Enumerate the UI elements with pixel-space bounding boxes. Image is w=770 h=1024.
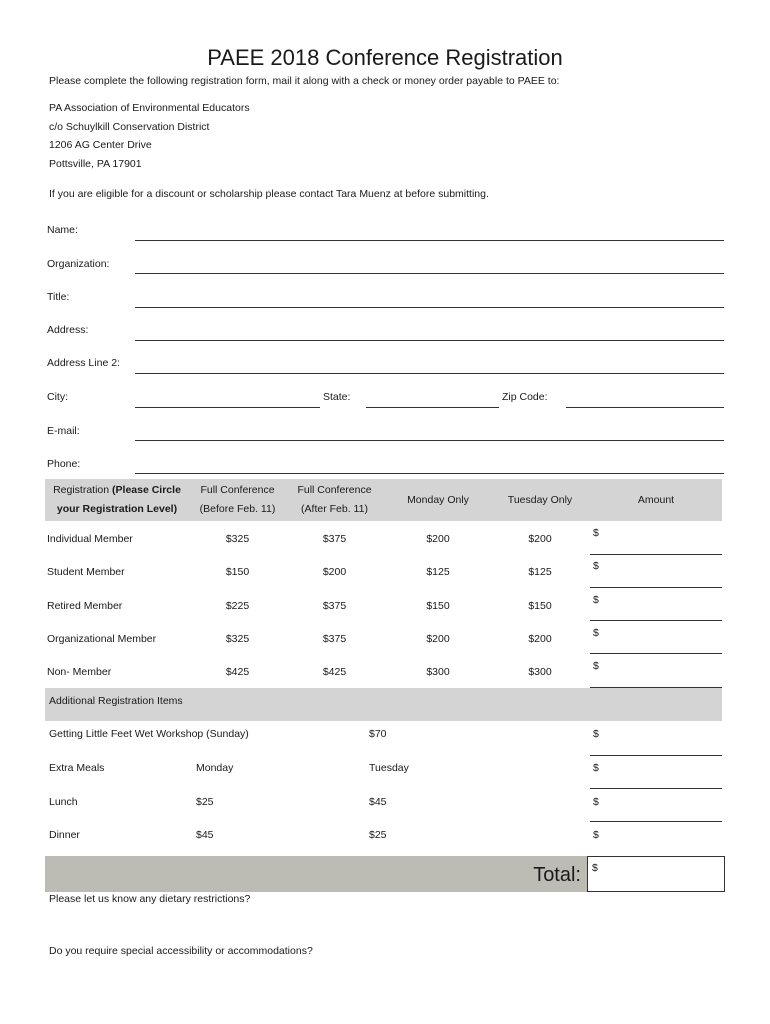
reg-row-amount-dollar: $ — [593, 627, 599, 639]
name-field[interactable] — [135, 240, 724, 241]
reg-row-amount-field[interactable] — [590, 522, 722, 555]
phone-label: Phone: — [47, 458, 81, 470]
address-line-1: PA Association of Environmental Educators — [49, 102, 250, 114]
workshop-amount-field[interactable] — [590, 722, 722, 756]
reg-row-early[interactable]: $425 — [225, 666, 250, 678]
meals-amount-dollar: $ — [593, 762, 599, 774]
registration-header-prefix: Registration — [53, 484, 113, 496]
reg-row-tuesday[interactable]: $200 — [528, 533, 552, 545]
page-title: PAEE 2018 Conference Registration — [207, 45, 563, 70]
reg-row-amount-field[interactable] — [590, 555, 722, 588]
reg-row-label: Individual Member — [47, 533, 133, 545]
workshop-price: $70 — [369, 728, 387, 740]
reg-row-early[interactable]: $150 — [225, 566, 250, 578]
reg-row-monday[interactable]: $200 — [426, 533, 450, 545]
address-line-3: 1206 AG Center Drive — [49, 139, 152, 151]
email-label: E-mail: — [47, 425, 80, 437]
full-early-header-2: (Before Feb. 11) — [199, 503, 276, 515]
dinner-label: Dinner — [49, 829, 80, 841]
reg-row-monday[interactable]: $125 — [426, 566, 450, 578]
reg-row-amount-dollar: $ — [593, 594, 599, 606]
reg-row-label: Retired Member — [47, 600, 123, 612]
zip-field[interactable] — [566, 407, 724, 408]
full-late-header-1: Full Conference — [297, 484, 372, 496]
amount-header: Amount — [637, 494, 675, 506]
tuesday-header: Tuesday Only — [507, 494, 573, 506]
lunch-monday-price[interactable]: $25 — [196, 796, 214, 808]
address2-label: Address Line 2: — [47, 357, 120, 369]
full-early-header-1: Full Conference — [200, 484, 275, 496]
lunch-label: Lunch — [49, 796, 78, 808]
dietary-question: Please let us know any dietary restrictions? — [49, 893, 251, 905]
address-line-2: c/o Schuylkill Conservation District — [49, 121, 210, 133]
reg-row-label: Student Member — [47, 566, 125, 578]
meals-tuesday-header: Tuesday — [369, 762, 409, 774]
meals-label: Extra Meals — [49, 762, 105, 774]
reg-row-amount-dollar: $ — [593, 560, 599, 572]
lunch-amount-field[interactable] — [590, 789, 722, 822]
reg-row-early[interactable]: $325 — [225, 533, 250, 545]
additional-items-header: Additional Registration Items — [49, 695, 183, 707]
state-label: State: — [323, 391, 351, 403]
reg-row-late[interactable]: $425 — [322, 666, 347, 678]
total-amount-field[interactable] — [587, 856, 725, 892]
address2-field[interactable] — [135, 373, 724, 374]
reg-row-late[interactable]: $200 — [322, 566, 347, 578]
reg-row-amount-dollar: $ — [593, 660, 599, 672]
total-band — [45, 856, 587, 892]
full-late-header-2: (After Feb. 11) — [301, 503, 368, 515]
city-label: City: — [47, 391, 68, 403]
title-field[interactable] — [135, 307, 724, 308]
registration-header-bold2: your Registration Level) — [56, 503, 178, 515]
reg-row-late[interactable]: $375 — [322, 533, 347, 545]
total-label: Total: — [533, 864, 581, 886]
reg-row-late[interactable]: $375 — [322, 600, 347, 612]
discount-note: If you are eligible for a discount or scholarship please contact Tara Muenz at before submitting. — [49, 188, 489, 200]
state-field[interactable] — [366, 407, 499, 408]
name-label: Name: — [47, 224, 78, 236]
registration-header-bold1: (Please Circle — [112, 484, 181, 496]
accessibility-question: Do you require special accessibility or accommodations? — [49, 945, 313, 957]
monday-header: Monday Only — [407, 494, 469, 506]
address-label: Address: — [47, 324, 89, 336]
reg-row-amount-dollar: $ — [593, 527, 599, 539]
reg-row-late[interactable]: $375 — [322, 633, 347, 645]
reg-row-label: Non- Member — [47, 666, 112, 678]
reg-row-tuesday[interactable]: $150 — [528, 600, 552, 612]
reg-row-monday[interactable]: $200 — [426, 633, 450, 645]
email-field[interactable] — [135, 440, 724, 441]
reg-row-tuesday[interactable]: $200 — [528, 633, 552, 645]
reg-row-amount-field[interactable] — [590, 654, 722, 688]
reg-row-monday[interactable]: $300 — [426, 666, 450, 678]
reg-row-monday[interactable]: $150 — [426, 600, 450, 612]
total-amount-dollar: $ — [592, 862, 598, 874]
reg-row-amount-field[interactable] — [590, 621, 722, 654]
intro-text: Please complete the following registration form, mail it along with a check or money order payable to PAEE to: — [49, 75, 560, 87]
dinner-amount-dollar: $ — [593, 829, 599, 841]
workshop-label: Getting Little Feet Wet Workshop (Sunday) — [49, 728, 249, 740]
reg-row-early[interactable]: $325 — [225, 633, 250, 645]
meals-monday-header: Monday — [196, 762, 234, 774]
organization-label: Organization: — [47, 258, 110, 270]
lunch-amount-dollar: $ — [593, 796, 599, 808]
meals-amount-field[interactable] — [590, 756, 722, 789]
organization-field[interactable] — [135, 273, 724, 274]
zip-label: Zip Code: — [502, 391, 548, 403]
address-line-4: Pottsville, PA 17901 — [49, 158, 142, 170]
reg-row-tuesday[interactable]: $125 — [528, 566, 552, 578]
lunch-tuesday-price[interactable]: $45 — [369, 796, 387, 808]
registration-header-col1 — [45, 481, 189, 500]
dinner-monday-price[interactable]: $45 — [196, 829, 214, 841]
reg-row-amount-field[interactable] — [590, 588, 722, 621]
title-label: Title: — [47, 291, 70, 303]
reg-row-early[interactable]: $225 — [225, 600, 250, 612]
phone-field[interactable] — [135, 473, 724, 474]
reg-row-tuesday[interactable]: $300 — [528, 666, 552, 678]
city-field[interactable] — [135, 407, 320, 408]
reg-row-label: Organizational Member — [47, 633, 157, 645]
address-field[interactable] — [135, 340, 724, 341]
dinner-tuesday-price[interactable]: $25 — [369, 829, 387, 841]
workshop-amount-dollar: $ — [593, 728, 599, 740]
